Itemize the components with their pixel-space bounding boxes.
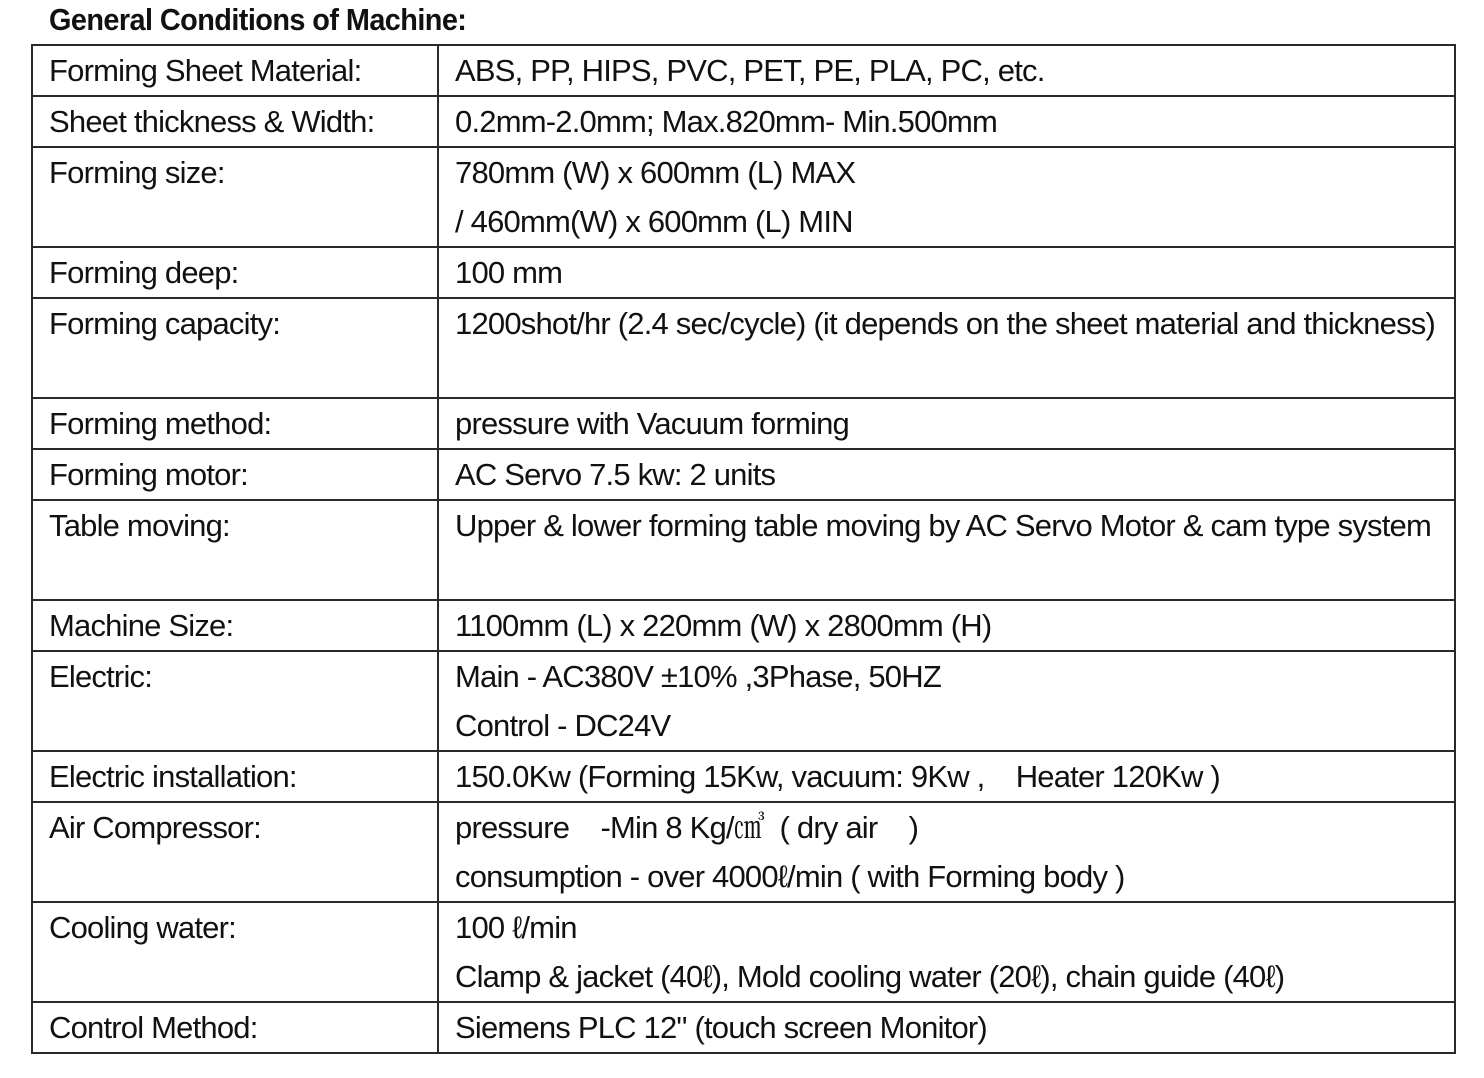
spec-row-air-compressor [32,802,1455,902]
spec-label: Forming deep: [32,247,438,298]
spec-label: Forming capacity: [32,298,438,398]
spec-label: Forming size: [32,147,438,247]
spec-value [438,600,1455,651]
spec-value-line: 100 ℓ/min [455,910,577,945]
spec-value [438,96,1455,147]
spec-value [438,751,1455,802]
spec-label: Air Compressor: [32,802,438,902]
spec-row-sheet-thickness [32,96,1455,147]
spec-label: Table moving: [32,500,438,600]
spec-row-forming-method [32,398,1455,449]
spec-value-line: 780mm (W) x 600mm (L) MAX [455,155,856,190]
spec-value [438,802,1455,902]
spec-label: Electric: [32,651,438,751]
spec-value-line: consumption - over 4000ℓ/min ( with Forming body ) [455,859,1125,894]
spec-value-line: pressure with Vacuum forming [455,406,849,441]
spec-value: Upper & lower forming table moving by AC Servo Motor & cam type system [438,500,1455,600]
spec-value [438,449,1455,500]
spec-value-line: pressure -Min 8 Kg/㎤ ( dry air ) [455,810,919,845]
spec-value [438,147,1455,247]
spec-value-line: AC Servo 7.5 kw: 2 units [455,457,776,492]
spec-row-electric [32,651,1455,751]
spec-value-line: 0.2mm-2.0mm; Max.820mm- Min.500mm [455,104,998,139]
spec-label: Machine Size: [32,600,438,651]
spec-value: 1200shot/hr (2.4 sec/cycle) (it depends on the sheet material and thickness) [438,298,1455,398]
spec-label: Forming method: [32,398,438,449]
spec-value [438,902,1455,1002]
spec-row-electric-installation [32,751,1455,802]
spec-value [438,45,1455,96]
spec-label: Electric installation: [32,751,438,802]
spec-value-line: Control - DC24V [455,708,671,743]
spec-value-line: 1100mm (L) x 220mm (W) x 2800mm (H) [455,608,992,643]
spec-row-control-method [32,1002,1455,1053]
spec-value-line: / 460mm(W) x 600mm (L) MIN [455,204,853,239]
spec-value [438,1002,1455,1053]
spec-label: Sheet thickness & Width: [32,96,438,147]
spec-label: Control Method: [32,1002,438,1053]
spec-label: Cooling water: [32,902,438,1002]
spec-row-forming-motor [32,449,1455,500]
spec-value-line: 100 mm [455,255,563,290]
spec-value-line: Siemens PLC 12" (touch screen Monitor) [455,1010,987,1045]
spec-table [31,44,1456,1054]
spec-row-sheet-material [32,45,1455,96]
spec-value-line: ABS, PP, HIPS, PVC, PET, PE, PLA, PC, etc. [455,53,1045,88]
spec-row-table-moving [32,500,1455,600]
spec-row-cooling-water [32,902,1455,1002]
spec-row-machine-size [32,600,1455,651]
section-heading: General Conditions of Machine: [49,2,467,37]
spec-value-line: Main - AC380V ±10% ,3Phase, 50HZ [455,659,941,694]
spec-value [438,651,1455,751]
spec-value [438,247,1455,298]
spec-value [438,398,1455,449]
spec-value-line: 150.0Kw (Forming 15Kw, vacuum: 9Kw , Heater 120Kw ) [455,759,1220,794]
spec-row-forming-deep [32,247,1455,298]
spec-label: Forming motor: [32,449,438,500]
spec-label: Forming Sheet Material: [32,45,438,96]
spec-value-line: Clamp & jacket (40ℓ), Mold cooling water (20ℓ), chain guide (40ℓ) [455,959,1285,994]
spec-row-forming-size [32,147,1455,247]
spec-row-forming-capacity [32,298,1455,398]
